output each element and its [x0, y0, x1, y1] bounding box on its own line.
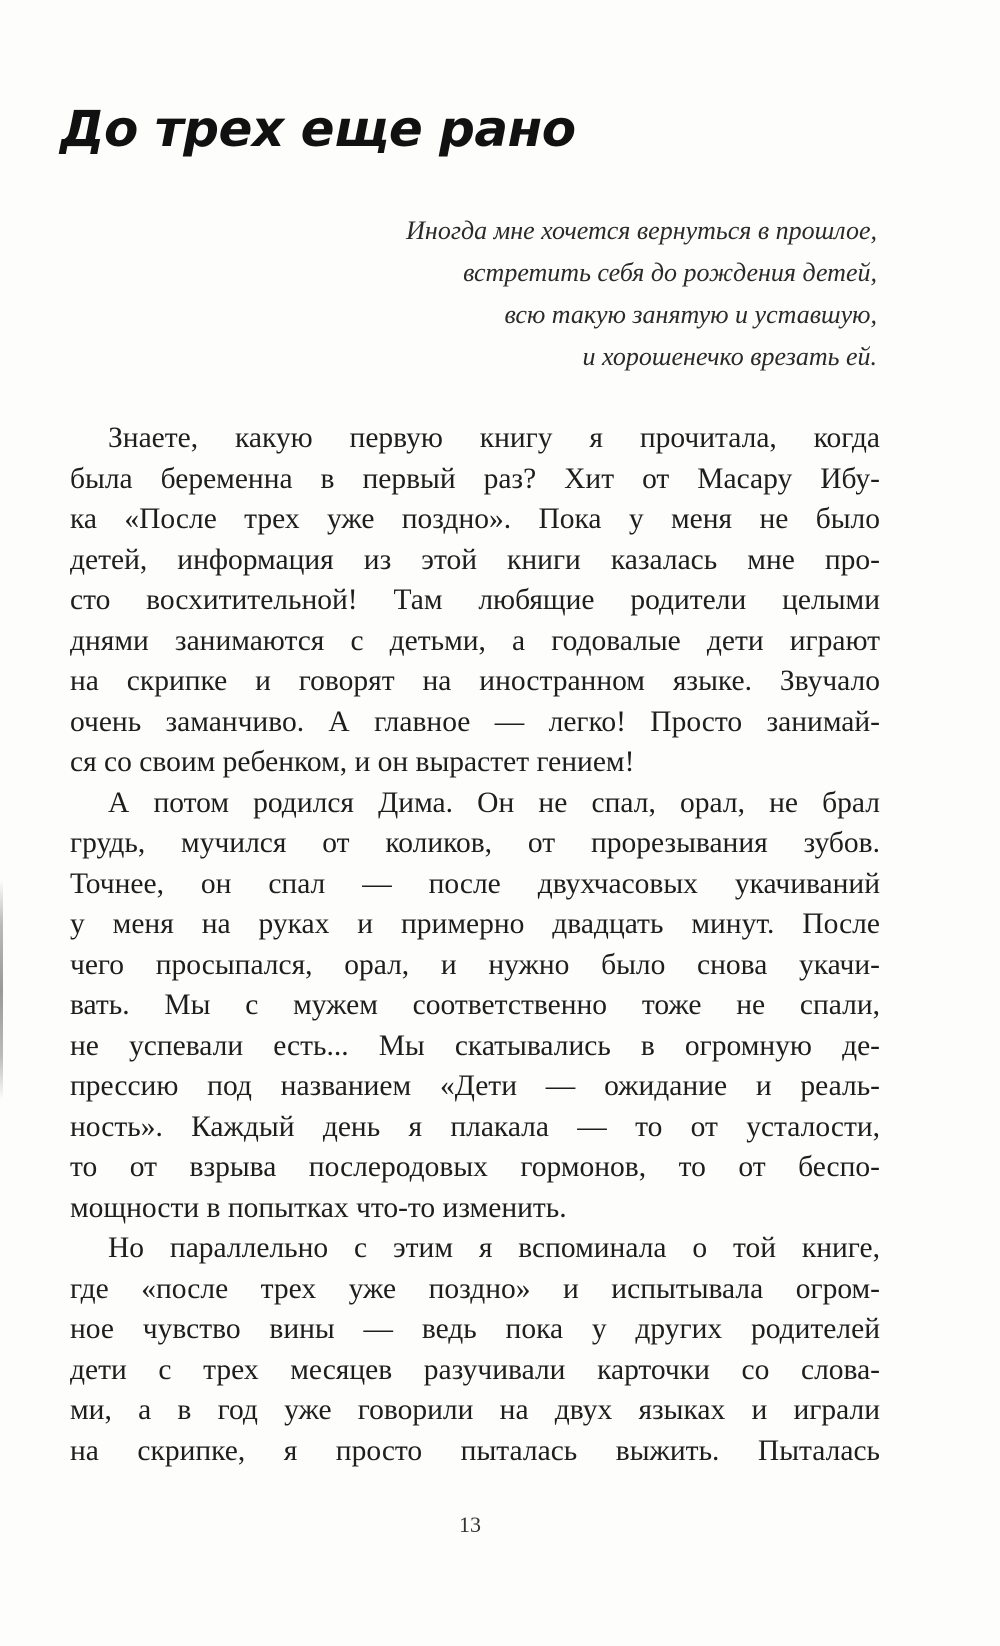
body-line: на скрипке, я просто пыталась выжить. Пыталась [70, 1434, 880, 1467]
body-line: была беременна в первый раз? Хит от Масару Ибу- [70, 462, 880, 495]
body-line: днями занимаются с детьми, а годовалые дети играют [70, 624, 880, 657]
body-line: не успевали есть... Мы скатывались в огромную де- [70, 1029, 880, 1062]
page-edge-shadow [0, 880, 3, 1100]
body-line: А потом родился Дима. Он не спал, орал, не брал [108, 786, 880, 819]
body-text [70, 418, 880, 1471]
body-line: на скрипке и говорят на иностранном языке. Звучало [70, 665, 880, 697]
body-line: вать. Мы с мужем соответственно тоже не спали, [70, 989, 880, 1021]
body-line: детей, информация из этой книги казалась мне про- [70, 543, 880, 576]
body-line: сто восхитительной! Там любящие родители целыми [70, 584, 880, 616]
body-line: Но параллельно с этим я вспоминала о той книге, [108, 1232, 880, 1264]
body-line: ка «После трех уже поздно». Пока у меня не было [70, 503, 880, 535]
body-line: чего просыпался, орал, и нужно было снова укачи- [70, 948, 880, 981]
body-line: прессию под названием «Дети — ожидание и реаль- [70, 1070, 880, 1102]
body-line: Точнее, он спал — после двухчасовых укачиваний [70, 867, 880, 900]
body-line: дети с трех месяцев разучивали карточки со слова- [70, 1353, 880, 1386]
body-line: грудь, мучился от коликов, от прорезывания зубов. [70, 827, 880, 859]
epigraph [406, 210, 877, 378]
body-line: ность». Каждый день я плакала — то от усталости, [70, 1110, 880, 1143]
epigraph-line: и хорошенечко врезать ей. [582, 342, 877, 371]
body-line: мощности в попытках что-то изменить. [70, 1191, 567, 1224]
epigraph-line: встретить себя до рождения детей, [463, 258, 877, 287]
body-line: где «после трех уже поздно» и испытывала огром- [70, 1272, 880, 1305]
body-line: ми, а в год уже говорили на двух языках и играли [70, 1394, 880, 1426]
body-line: ся со своим ребенком, и он вырастет гением! [70, 746, 635, 778]
chapter-title: До трех еще рано [60, 100, 576, 158]
body-line: у меня на руках и примерно двадцать минут. После [70, 908, 880, 940]
body-line: очень заманчиво. А главное — легко! Просто занимай- [70, 705, 880, 738]
epigraph-line: Иногда мне хочется вернуться в прошлое, [406, 216, 877, 245]
body-line: то от взрыва послеродовых гормонов, то от беспо- [70, 1151, 880, 1183]
body-line: ное чувство вины — ведь пока у других родителей [70, 1313, 880, 1345]
body-line: Знаете, какую первую книгу я прочитала, когда [108, 422, 880, 454]
epigraph-line: всю такую занятую и уставшую, [504, 300, 877, 329]
page-number: 13 [459, 1512, 481, 1537]
